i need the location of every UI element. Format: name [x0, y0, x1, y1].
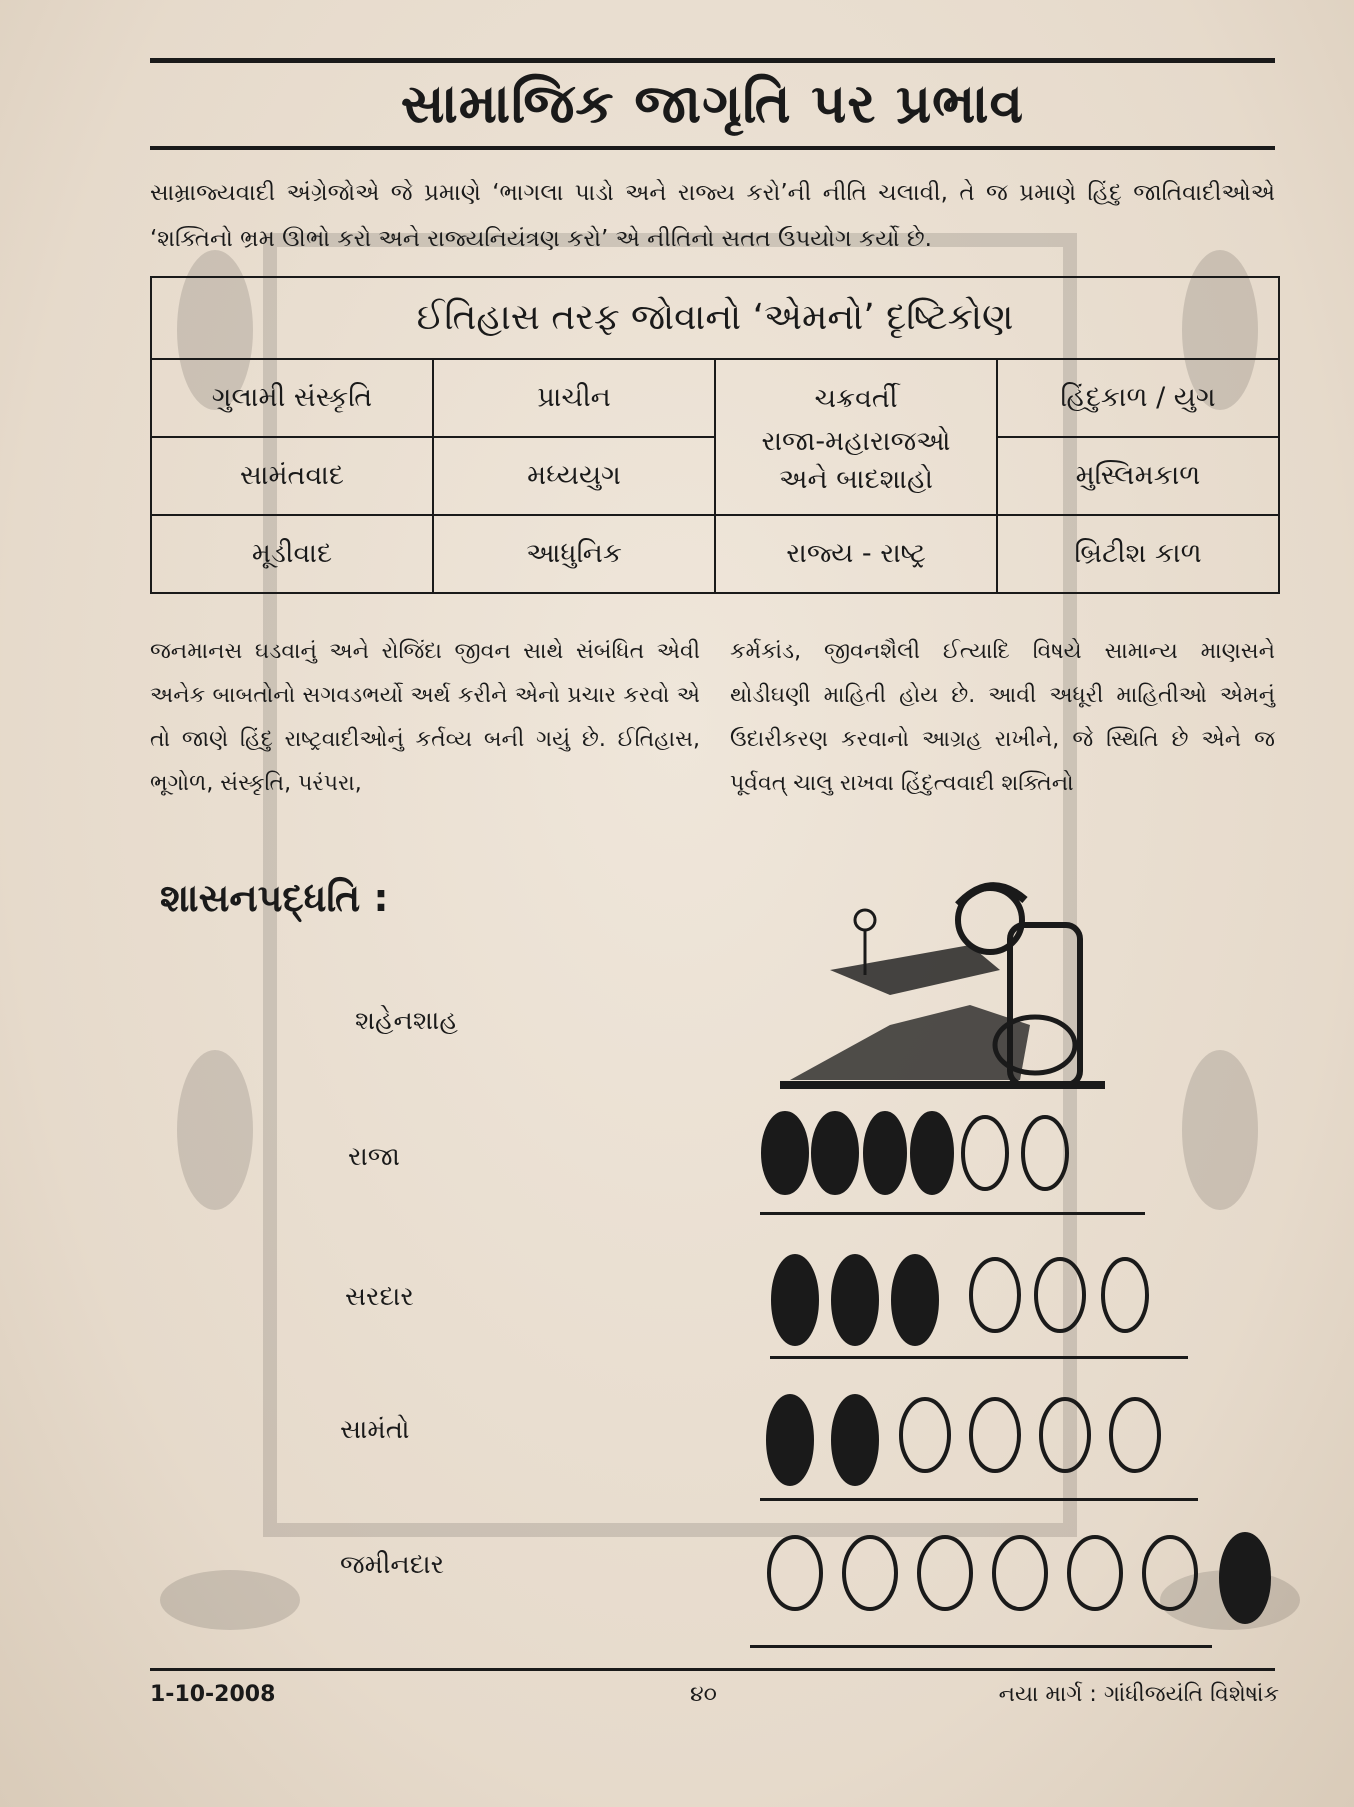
faces-row-king: [760, 1108, 1090, 1203]
table-row: [151, 437, 1279, 515]
rank-label-chieftain: સરદાર: [345, 1282, 414, 1312]
faces-row-landlord: [760, 1528, 1275, 1628]
body-column-right: કર્મકાંડ, જીવનશૈલી ઈત્યાદિ વિષયે સામાન્ય માણસને થોડીઘણી માહિતી હોય છે. આવી અધૂરી માહિતીઓ એમનું ઉદારીકરણ કરવાનો આગ્રહ રાખીને, જે સ્થિતિ છે એને જ પૂર્વવત્ ચાલુ રાખવા હિંદુત્વવાદી શક્તિનો: [730, 639, 1275, 796]
table-cell: બ્રિટીશ કાળ: [997, 515, 1279, 593]
faces-row-feudal-lords: [765, 1390, 1165, 1490]
table-cell: પ્રાચીન: [433, 359, 715, 437]
table-cell: ચક્રવર્તી: [715, 359, 997, 437]
merged-line-2: અને બાદશાહો: [779, 463, 933, 495]
table-cell: મૂડીવાદ: [151, 515, 433, 593]
table-cell: આધુનિક: [433, 515, 715, 593]
table-heading: ઈતિહાસ તરફ જોવાનો ‘એમનો’ દૃષ્ટિકોણ: [151, 277, 1279, 359]
table-cell: હિંદુકાળ / યુગ: [997, 359, 1279, 437]
merged-line-1: રાજા-મહારાજઓ: [761, 425, 951, 457]
section-heading: શાસનપદ્ધતિ :: [160, 876, 389, 920]
table-cell-merged: [715, 425, 997, 515]
title-underline: [150, 146, 1275, 150]
table-cell: સામંતવાદ: [151, 437, 433, 515]
table-row: [151, 359, 1279, 437]
rank-baseline: [760, 1498, 1198, 1501]
table-cell: ગુલામી સંસ્કૃતિ: [151, 359, 433, 437]
emperor-icon: [770, 875, 1120, 1095]
footer-rule: [150, 1668, 1275, 1671]
rank-baseline: [760, 1212, 1145, 1215]
footer-page-number: ૪૦: [690, 1682, 717, 1707]
body-column-left: જનમાનસ ઘડવાનું અને રોજિંદા જીવન સાથે સંબંધિત એવી અનેક બાબતોનો સગવડભર્યો અર્થ કરીને એનો પ્રચાર કરવો એ તો જાણે હિંદુ રાષ્ટ્રવાદીઓનું કર્તવ્ય બની ગયું છે. ઈતિહાસ, ભૂગોળ, સંસ્કૃતિ, પરંપરા,: [150, 639, 700, 796]
table-cell: મુસ્લિમકાળ: [997, 437, 1279, 515]
table-row: [151, 515, 1279, 593]
rank-label-emperor: શહેનશાહ: [355, 1006, 458, 1036]
footer-date: 1-10-2008: [150, 1682, 276, 1707]
rank-label-landlord: જમીનદાર: [340, 1550, 445, 1580]
intro-paragraph: સામ્રાજ્યવાદી અંગ્રેજોએ જે પ્રમાણે ‘ભાગલા પાડો અને રાજ્ય કરો’ની નીતિ ચલાવી, તે જ પ્રમાણે હિંદુ જાતિવાદીઓએ ‘શક્તિનો ભ્રમ ઊભો કરો અને રાજ્યનિયંત્રણ કરો’ એ નીતિનો સતત ઉપયોગ કર્યો છે.: [150, 180, 1275, 252]
history-table: [150, 276, 1280, 594]
table-cell: મધ્યયુગ: [433, 437, 715, 515]
rank-label-feudal-lords: સામંતો: [340, 1415, 410, 1445]
page-title: સામાજિક જાગૃતિ પર પ્રભાવ: [400, 72, 1025, 135]
table-cell: રાજ્ય - રાષ્ટ્ર: [715, 515, 997, 593]
rank-baseline: [770, 1356, 1188, 1359]
faces-row-chieftain: [770, 1250, 1170, 1350]
rank-baseline: [750, 1645, 1212, 1648]
top-rule: [150, 58, 1275, 63]
footer-journal-title: નયા માર્ગ : ગાંધીજયંતિ વિશેષાંક: [998, 1682, 1279, 1707]
rank-label-king: રાજા: [348, 1142, 400, 1172]
